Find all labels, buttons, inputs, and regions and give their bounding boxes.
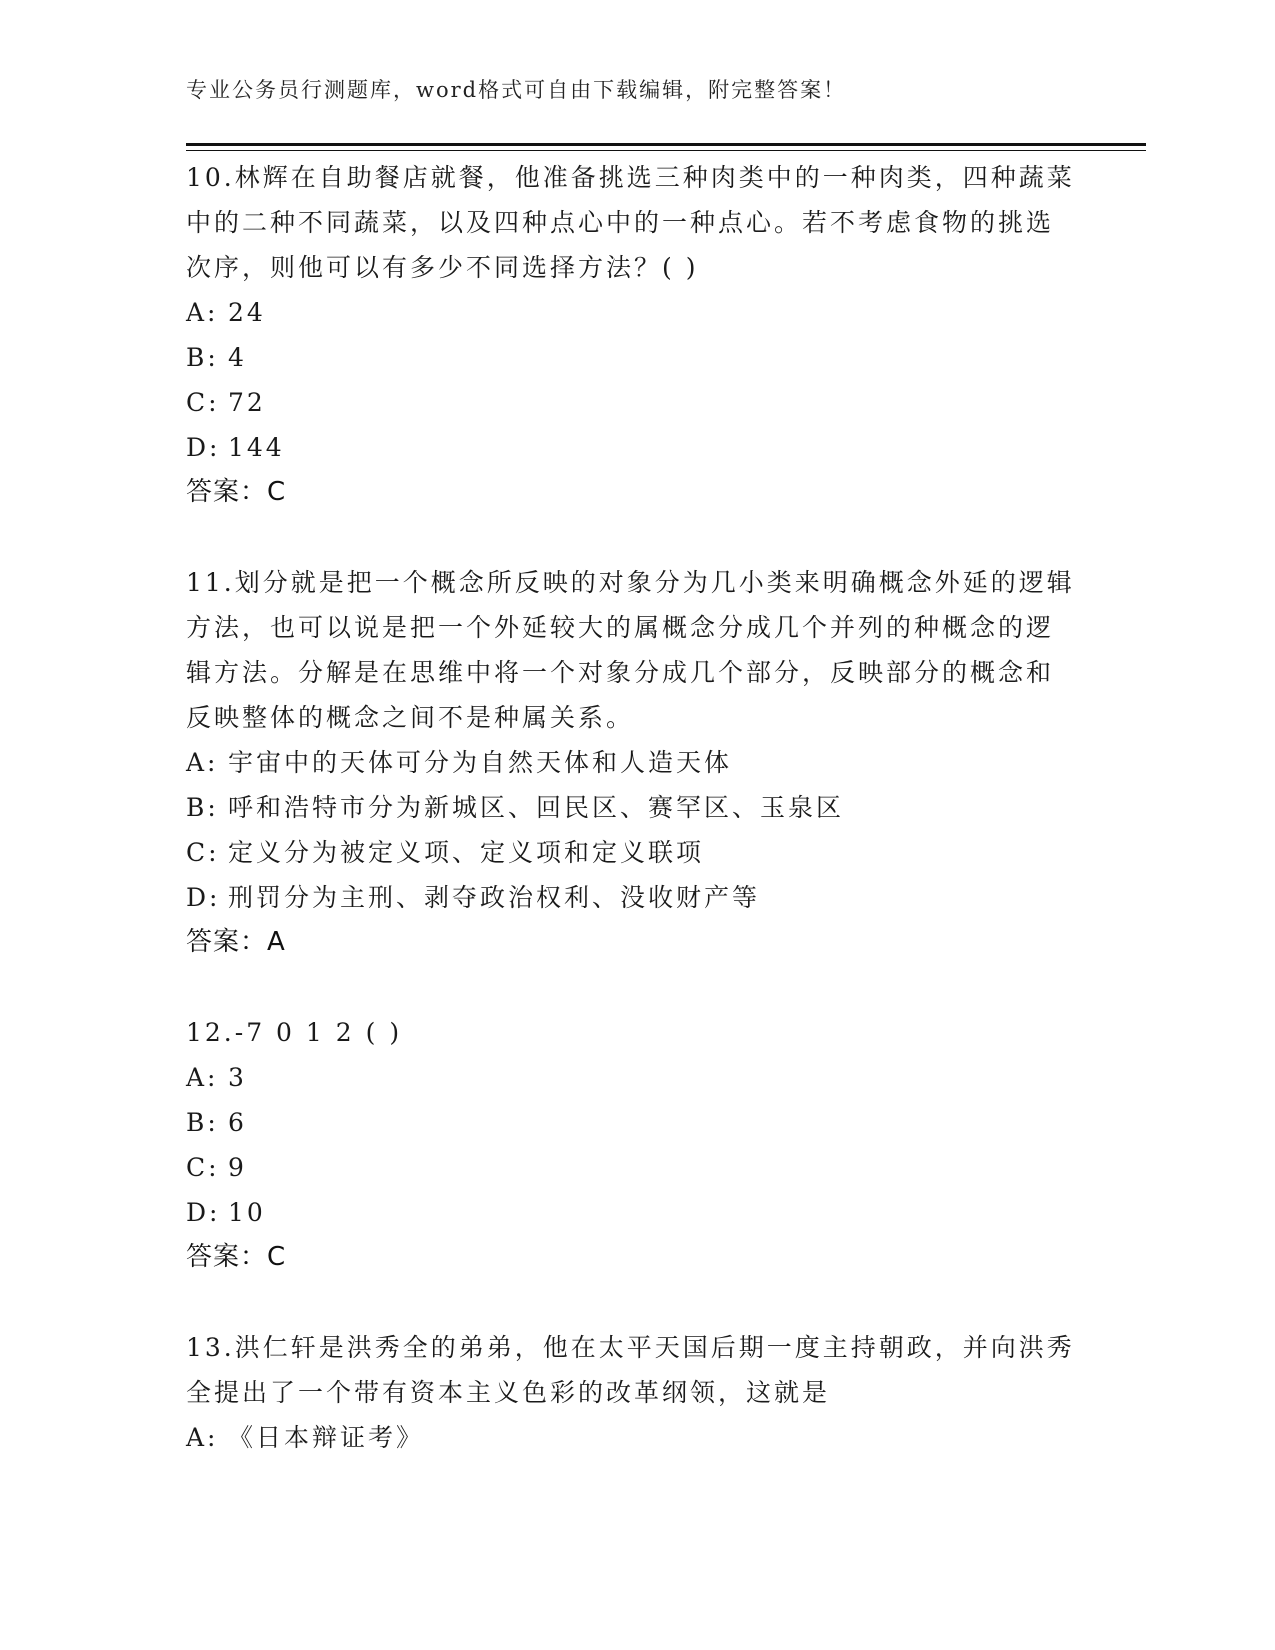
question-stem: 10.林辉在自助餐店就餐，他准备挑选三种肉类中的一种肉类，四种蔬菜中的二种不同蔬菜，以及四种点心中的一种点心。若不考虑食物的挑选次序，则他可以有多少不同选择方法？( )	[186, 163, 1075, 282]
option-text: 呼和浩特市分为新城区、回民区、赛罕区、玉泉区	[228, 793, 845, 822]
option-text: 《日本辩证考》	[228, 1423, 425, 1452]
answer-line: 答案：C	[186, 1242, 287, 1272]
option-text: 定义分为被定义项、定义项和定义联项	[228, 838, 705, 867]
option-a	[186, 1055, 1076, 1100]
option-c	[186, 830, 1076, 875]
question-stem: 11.划分就是把一个概念所反映的对象分为几小类来明确概念外延的逻辑方法，也可以说是把一个外延较大的属概念分成几个并列的种概念的逻辑方法。分解是在思维中将一个对象分成几个部分，反映部分的概念和反映整体的概念之间不是种属关系。	[186, 568, 1075, 732]
option-key: C:	[186, 1153, 220, 1182]
option-a	[186, 1415, 1076, 1460]
option-text: 6	[228, 1108, 247, 1137]
question-spacer	[186, 515, 1076, 560]
option-text: 9	[228, 1153, 247, 1182]
question-spacer	[186, 965, 1076, 1010]
option-text: 24	[228, 298, 266, 327]
header-rule-thick	[186, 143, 1146, 146]
option-text: 宇宙中的天体可分为自然天体和人造天体	[228, 748, 733, 777]
option-b	[186, 785, 1076, 830]
page-header: 专业公务员行测题库，word格式可自由下载编辑，附完整答案！	[186, 78, 847, 102]
option-d	[186, 425, 1076, 470]
header-rule-thin	[186, 150, 1146, 151]
option-text: 刑罚分为主刑、剥夺政治权利、没收财产等	[228, 883, 761, 912]
option-text: 72	[228, 388, 266, 417]
option-d	[186, 875, 1076, 920]
option-a	[186, 740, 1076, 785]
option-text: 144	[228, 433, 285, 462]
question-stem: 12.-7 0 1 2 ( )	[186, 1018, 403, 1047]
option-a	[186, 290, 1076, 335]
option-c	[186, 380, 1076, 425]
option-text: 10	[228, 1198, 266, 1227]
question-stem: 13.洪仁轩是洪秀全的弟弟，他在太平天国后期一度主持朝政，并向洪秀全提出了一个带有资本主义色彩的改革纲领，这就是	[186, 1333, 1075, 1407]
option-key: D:	[186, 883, 221, 912]
option-b	[186, 335, 1076, 380]
question-spacer	[186, 1280, 1076, 1325]
question-10	[186, 155, 1076, 515]
option-key: D:	[186, 1198, 221, 1227]
option-key: A:	[186, 1063, 219, 1092]
option-key: B:	[186, 343, 219, 372]
answer-line: 答案：A	[186, 927, 286, 957]
option-key: C:	[186, 388, 220, 417]
option-key: B:	[186, 793, 219, 822]
option-key: A:	[186, 298, 219, 327]
option-key: A:	[186, 1423, 219, 1452]
question-13	[186, 1325, 1076, 1460]
question-11	[186, 560, 1076, 965]
option-key: A:	[186, 748, 219, 777]
option-key: C:	[186, 838, 220, 867]
answer-line: 答案：C	[186, 477, 287, 507]
option-c	[186, 1145, 1076, 1190]
question-list	[186, 155, 1076, 1460]
option-text: 4	[228, 343, 247, 372]
option-b	[186, 1100, 1076, 1145]
option-d	[186, 1190, 1076, 1235]
option-key: D:	[186, 433, 221, 462]
question-12	[186, 1010, 1076, 1280]
option-text: 3	[228, 1063, 247, 1092]
option-key: B:	[186, 1108, 219, 1137]
